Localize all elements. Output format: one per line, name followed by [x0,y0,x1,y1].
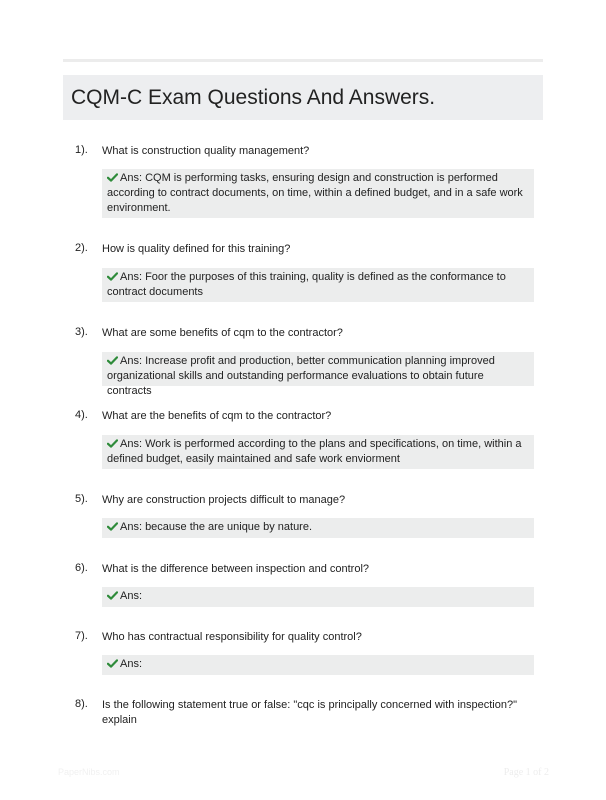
footer-watermark: PaperNibs.com [58,767,120,777]
question-text: Why are construction projects difficult to manage? [102,494,346,506]
question-number: 5). [75,493,88,505]
check-icon [107,272,118,281]
question-number: 2). [75,242,88,254]
answer-box [102,169,534,218]
check-icon [107,356,118,365]
answer-text: Ans: [120,590,143,602]
question-text: What is the difference between inspection and control? [102,563,370,575]
answer-box [102,435,534,469]
question-text: What are some benefits of cqm to the contractor? [102,327,343,339]
answer-box [102,352,534,397]
check-icon [107,522,118,531]
question-number: 4). [75,409,88,421]
answer-text: Ans: [120,658,143,670]
question-text: Is the following statement true or false: "cqc is principally concerned with inspection?" explain [102,699,518,726]
question-number: 8). [75,698,88,710]
answer-text: Ans: Foor the purposes of this training, quality is defined as the conformance to contract documents [107,271,506,298]
answer-text: Ans: CQM is performing tasks, ensuring design and construction is performed according to contract documents, on time, within a defined budget, and in a safe work environment. [107,172,523,214]
answer-box [102,655,534,675]
question-text: What is construction quality management? [102,145,310,157]
question-number: 6). [75,562,88,574]
document-title: CQM-C Exam Questions And Answers. [71,85,436,109]
question-text: Who has contractual responsibility for quality control? [102,631,362,643]
question-text: What are the benefits of cqm to the contractor? [102,410,332,422]
question-number: 1). [75,144,88,156]
page-number: Page 1 of 2 [503,767,549,778]
check-icon [107,591,118,600]
answer-box [102,518,534,538]
answer-text: Ans: Work is performed according to the plans and specifications, on time, within a defined budget, easily maintained and safe work enviorment [107,438,522,465]
answer-box [102,587,534,607]
question-number: 3). [75,326,88,338]
check-icon [107,173,118,182]
answer-text: Ans: because the are unique by nature. [120,521,313,533]
top-divider [63,59,543,62]
answer-box [102,268,534,302]
answer-text: Ans: Increase profit and production, better communication planning improved organizational skills and outstanding performance evaluations to obtain future contracts [107,355,495,397]
check-icon [107,659,118,668]
question-text: How is quality defined for this training? [102,243,291,255]
title-banner [63,75,543,120]
check-icon [107,439,118,448]
question-number: 7). [75,630,88,642]
